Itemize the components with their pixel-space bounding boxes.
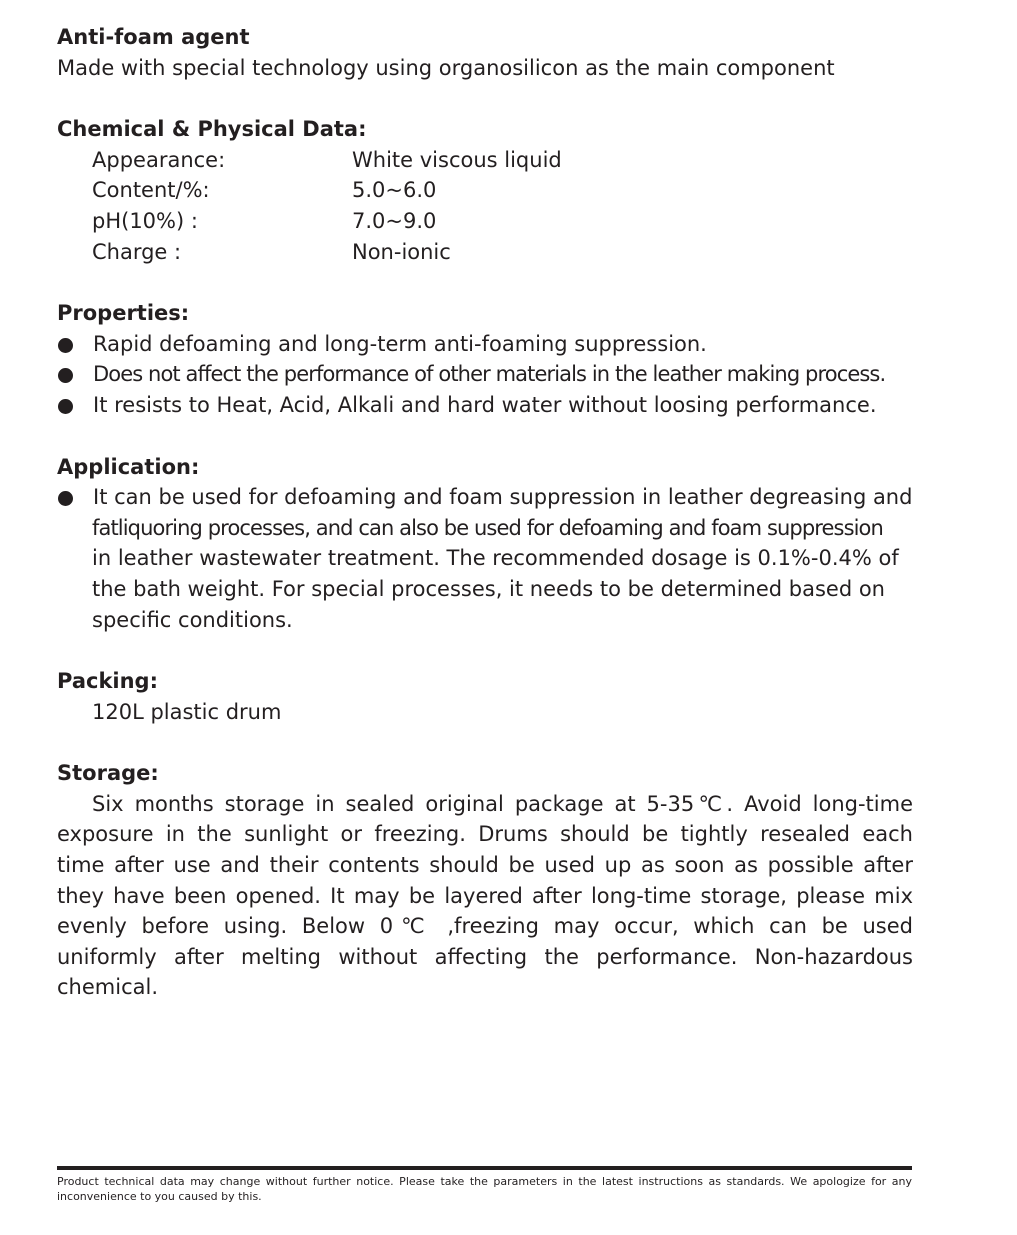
product-title: Anti-foam agent <box>57 25 250 49</box>
list-item <box>57 482 913 513</box>
bullet-icon <box>58 399 73 414</box>
list-item <box>57 359 913 390</box>
data-value: 5.0~6.0 <box>352 178 437 203</box>
application-line: fatliquoring processes, and can also be used for defoaming and foam suppression <box>92 515 883 540</box>
storage-line: Six months storage in sealed original package at 5-35℃. Avoid long-time <box>92 791 913 816</box>
storage-section <box>57 758 913 1003</box>
application-heading: Application: <box>57 454 200 479</box>
chemical-data-heading: Chemical & Physical Data: <box>57 117 367 142</box>
application-line: specific conditions. <box>92 607 293 632</box>
footer-divider <box>57 1166 912 1170</box>
data-label: pH(10%) : <box>92 208 198 233</box>
packing-section <box>57 666 913 727</box>
property-text: Rapid defoaming and long-term anti-foaming suppression. <box>93 331 707 356</box>
data-row-ph <box>57 206 913 237</box>
data-label: Charge : <box>92 239 182 264</box>
property-text: Does not affect the performance of other materials in the leather making process. <box>93 362 886 387</box>
storage-heading: Storage: <box>57 761 159 786</box>
document-body <box>57 22 913 1003</box>
application-line: in leather wastewater treatment. The recommended dosage is 0.1%-0.4% of <box>92 546 899 571</box>
storage-line: uniformly after melting without affecting the performance. Non-hazardous <box>57 944 913 969</box>
bullet-icon <box>58 338 73 353</box>
data-value: White viscous liquid <box>352 147 562 172</box>
footer-notice: Product technical data may change without further notice. Please take the parameters in the latest instructions as standards. We apologize for any inconvenience to you caused by this. <box>57 1175 912 1203</box>
data-row-charge <box>57 237 913 268</box>
data-value: 7.0~9.0 <box>352 208 437 233</box>
packing-heading: Packing: <box>57 669 158 694</box>
properties-heading: Properties: <box>57 301 190 326</box>
application-line: It can be used for defoaming and foam suppression in leather degreasing and <box>93 485 913 510</box>
data-label: Appearance: <box>92 147 226 172</box>
packing-text: 120L plastic drum <box>92 699 282 724</box>
storage-line: chemical. <box>57 975 158 1000</box>
data-row-appearance <box>57 145 913 176</box>
storage-line: time after use and their contents should be used up as soon as possible after <box>57 853 913 878</box>
storage-line: they have been opened. It may be layered after long-time storage, please mix <box>57 883 913 908</box>
list-item <box>57 329 913 360</box>
storage-line: exposure in the sunlight or freezing. Drums should be tightly resealed each <box>57 822 913 847</box>
data-row-content <box>57 175 913 206</box>
application-section <box>57 452 913 636</box>
properties-section <box>57 298 913 420</box>
application-line: the bath weight. For special processes, it needs to be determined based on <box>92 576 885 601</box>
property-text: It resists to Heat, Acid, Alkali and hard water without loosing performance. <box>93 392 877 417</box>
bullet-icon <box>58 491 73 506</box>
product-subtitle: Made with special technology using organosilicon as the main component <box>57 55 835 80</box>
data-label: Content/%: <box>92 178 210 203</box>
data-value: Non-ionic <box>352 239 451 264</box>
storage-line: evenly before using. Below 0℃ ,freezing may occur, which can be used <box>57 914 913 939</box>
bullet-icon <box>58 368 73 383</box>
list-item <box>57 390 913 421</box>
chemical-data-section <box>57 114 913 267</box>
